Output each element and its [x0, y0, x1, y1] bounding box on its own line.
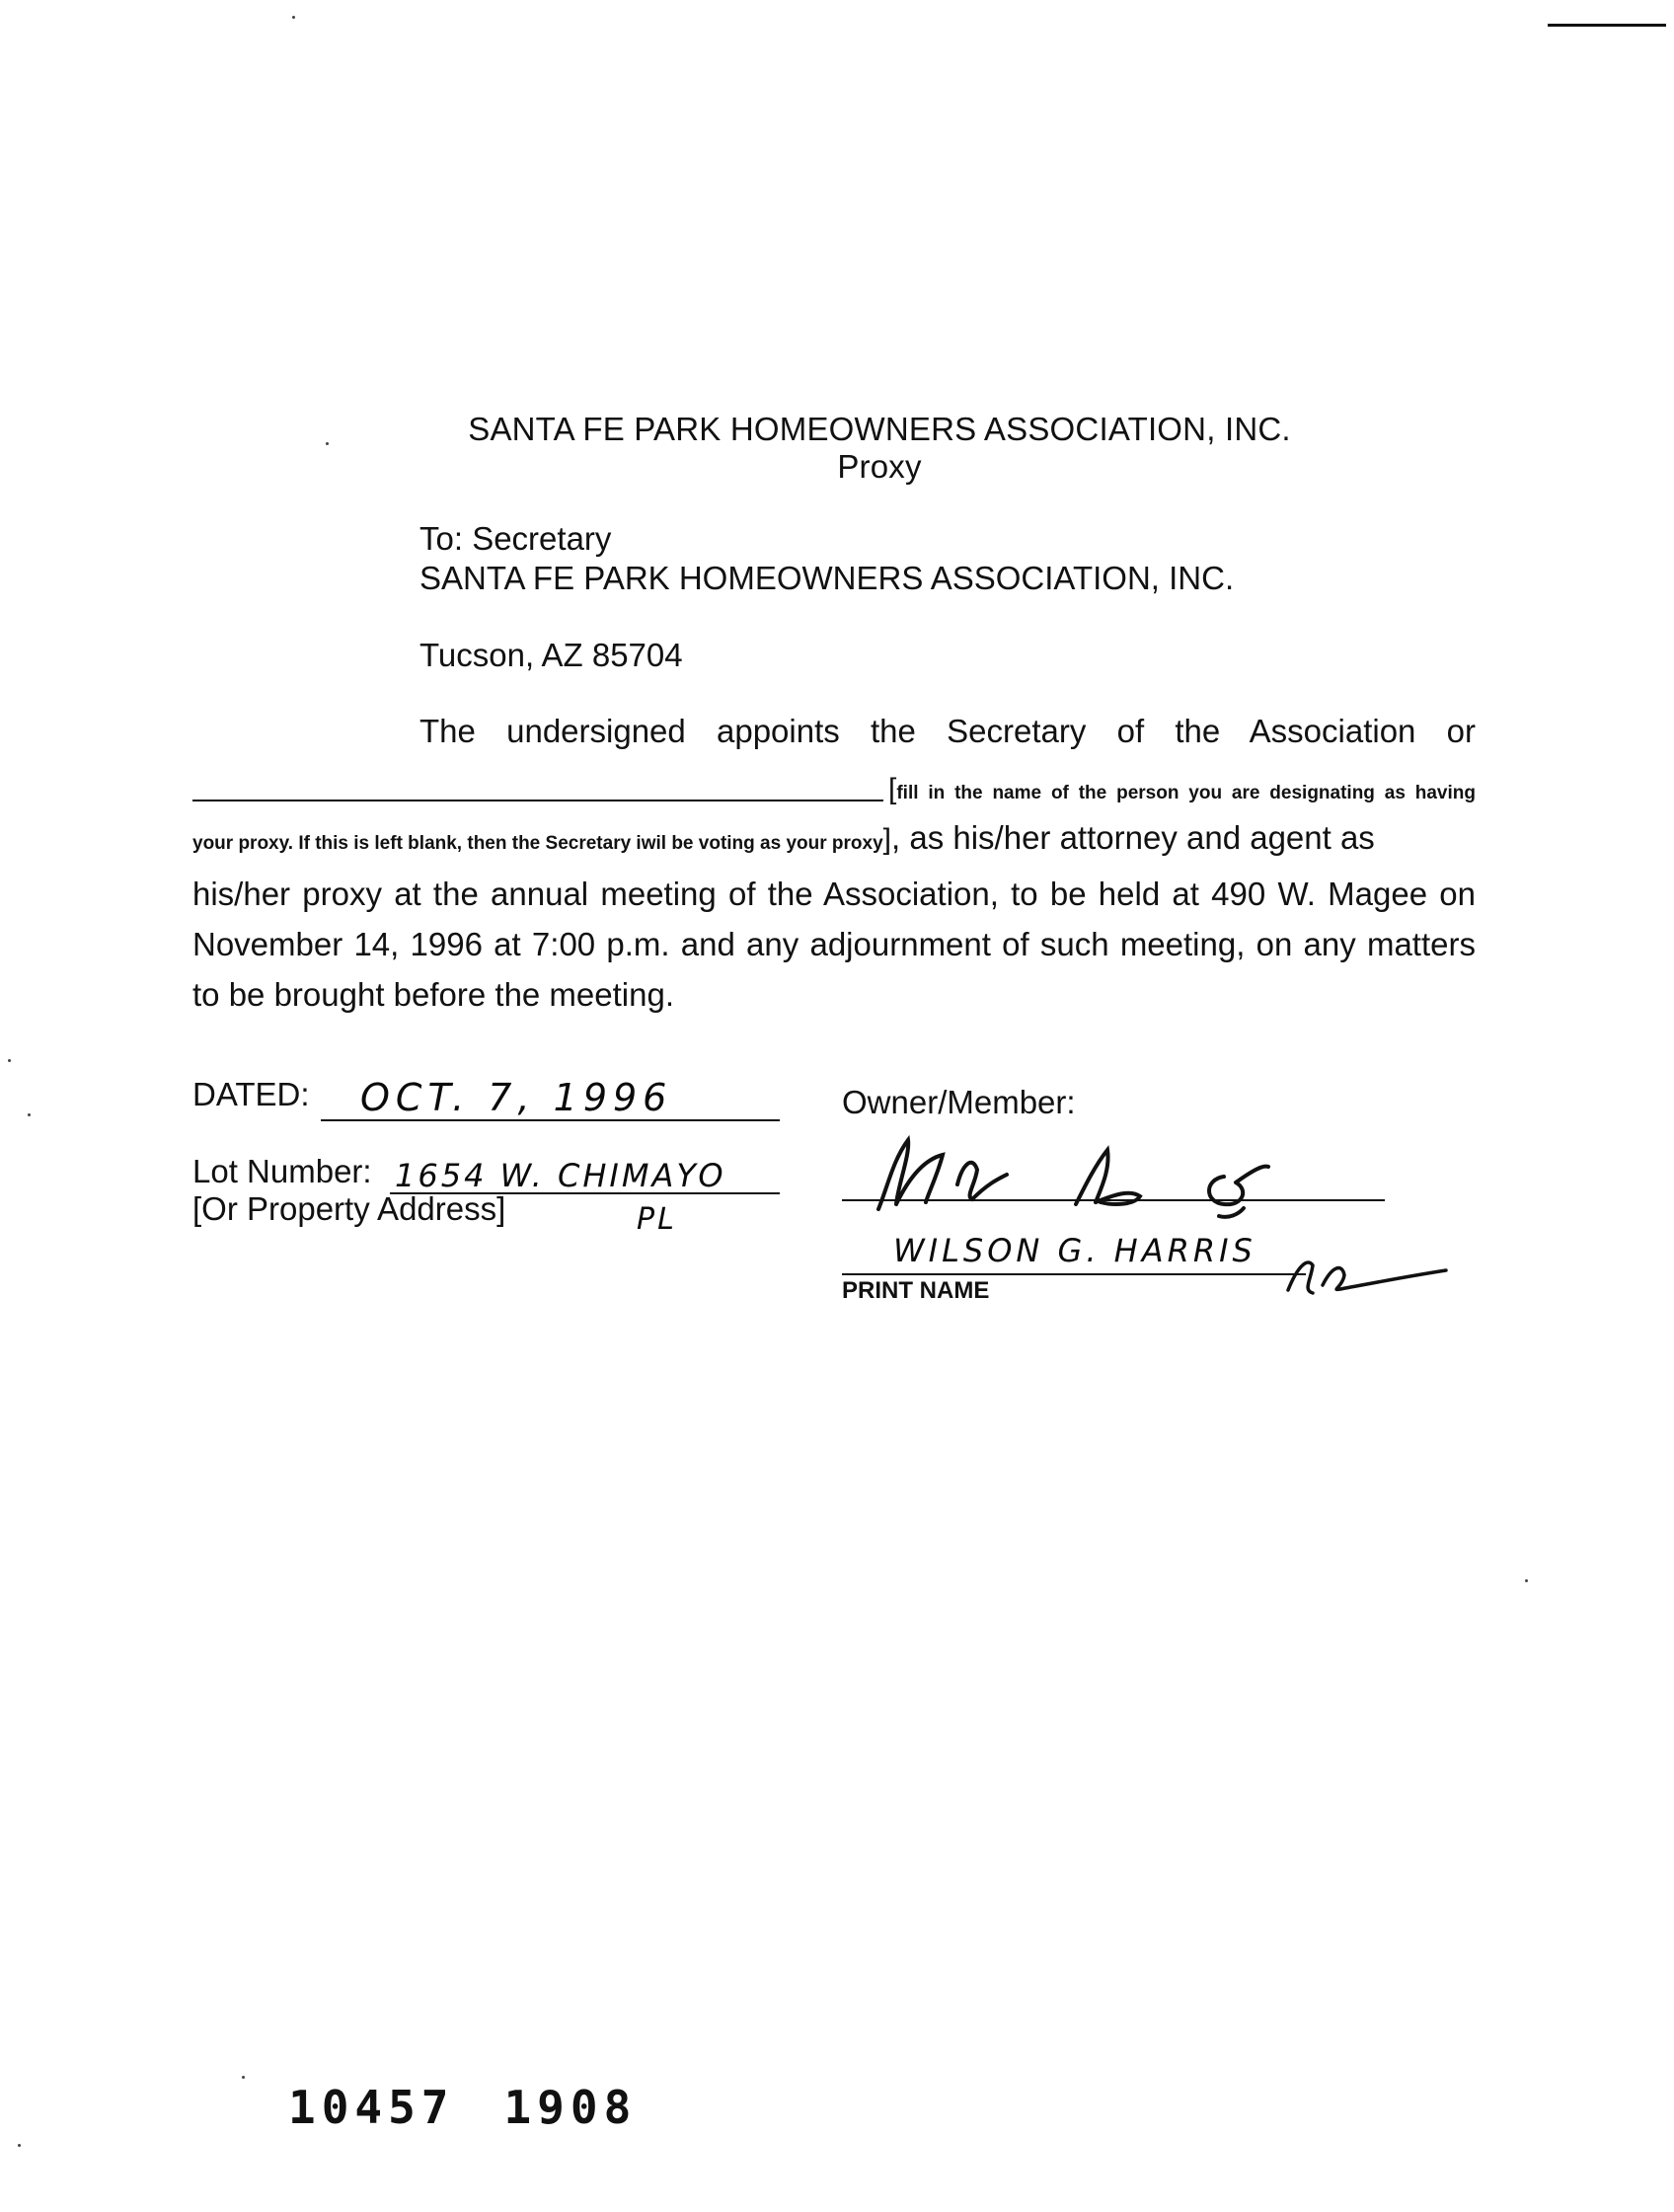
print-name-value: WILSON G. HARRIS [893, 1232, 1256, 1269]
proxy-designee-blank [192, 800, 883, 801]
document-number [288, 2081, 637, 2134]
designee-instruction-part-1: [fill in the name of the person you are designating as having [888, 773, 1476, 805]
address-organization: SANTA FE PARK HOMEOWNERS ASSOCIATION, INC. [419, 560, 1235, 596]
print-name-line [842, 1273, 1306, 1275]
scan-speck [292, 16, 295, 19]
scan-speck [8, 1059, 11, 1062]
designee-instruction-part-2: your proxy. If this is left blank, then the Secretary iwil be voting as your proxy [192, 833, 883, 854]
body-line-1: The undersigned appoints the Secretary of the Association or [419, 713, 1476, 749]
document-number-part-2: 1908 [503, 2081, 638, 2134]
body-line-2: your proxy. If this is left blank, then the Secretary iwil be voting as your proxy], as his/her attorney and agent as [192, 819, 1375, 856]
signature-line [842, 1199, 1385, 1201]
body-line-3: his/her proxy at the annual meeting of the Association, to be held at 490 W. Magee on [192, 876, 1476, 912]
corner-rule [1548, 24, 1666, 27]
lot-number-value: 1654 W. CHIMAYO [395, 1157, 726, 1194]
body-line-5: to be brought before the meeting. [192, 976, 675, 1013]
address-city: Tucson, AZ 85704 [419, 637, 683, 673]
scan-speck [28, 1113, 31, 1116]
dated-underline [321, 1119, 780, 1121]
dated-label: DATED: [192, 1076, 310, 1112]
lot-number-value-suffix: PL [637, 1202, 677, 1237]
lot-number-underline [390, 1192, 780, 1194]
scan-speck [1525, 1579, 1528, 1582]
document-title: Proxy [837, 448, 922, 485]
dated-value: OCT. 7, 1996 [360, 1076, 673, 1119]
lot-number-label: Lot Number: [192, 1153, 372, 1189]
scan-speck [242, 2076, 245, 2079]
property-address-label: [Or Property Address] [192, 1190, 506, 1227]
print-name-label: PRINT NAME [842, 1277, 990, 1304]
scan-speck [18, 2144, 21, 2147]
organization-title: SANTA FE PARK HOMEOWNERS ASSOCIATION, INC. [468, 411, 1291, 447]
body-line-4: November 14, 1996 at 7:00 p.m. and any adjournment of such meeting, on any matters [192, 926, 1476, 962]
document-number-part-1: 10457 [288, 2081, 455, 2134]
owner-member-label: Owner/Member: [842, 1084, 1076, 1120]
owner-signature [849, 1125, 1283, 1224]
print-name-suffix-scrawl [1283, 1246, 1451, 1305]
body-line-2-tail: , as his/her attorney and agent as [891, 819, 1375, 856]
address-to-line: To: Secretary [419, 520, 612, 557]
body-paragraph [192, 869, 1476, 1020]
